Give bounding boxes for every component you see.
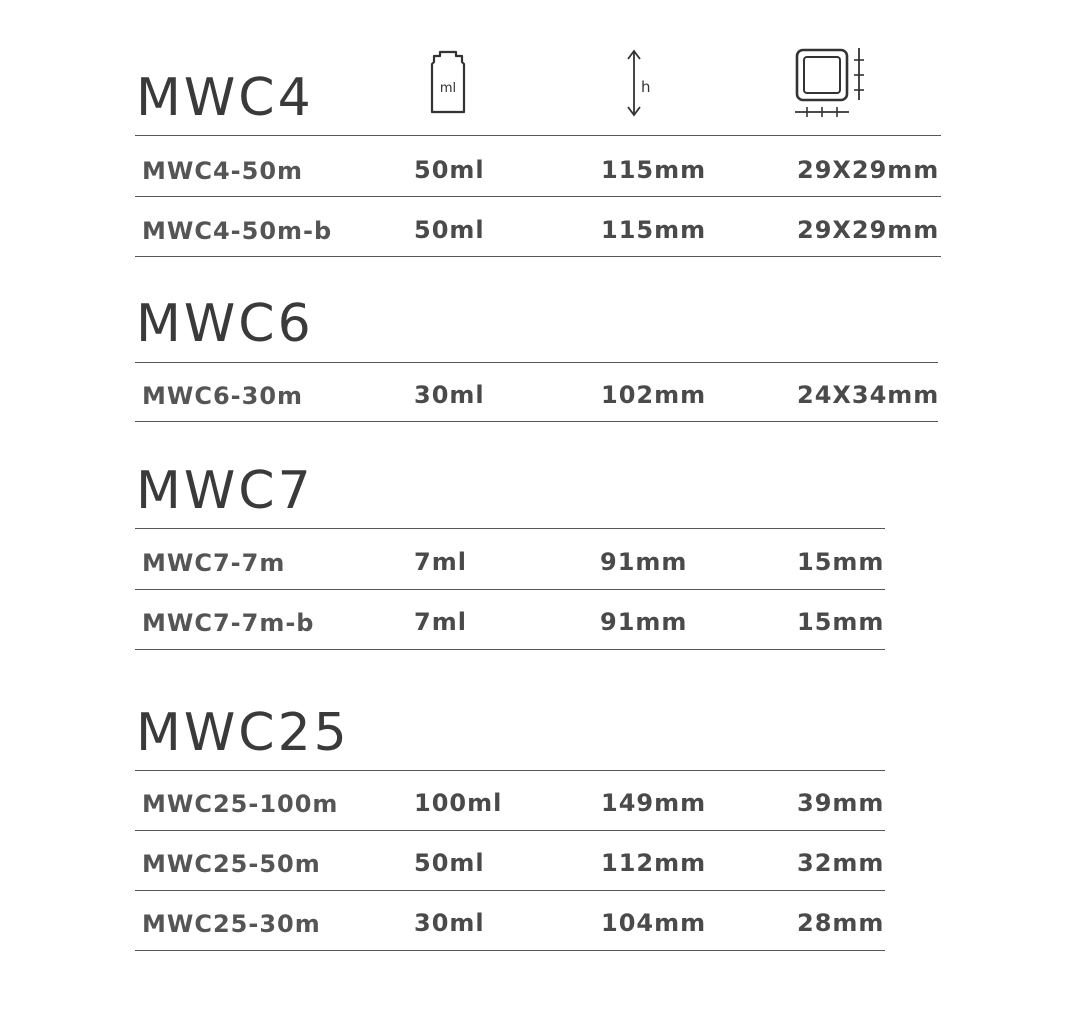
group-divider: [135, 362, 938, 363]
model-cell: MWC4-50m: [142, 157, 304, 185]
height-cell: 104mm: [601, 909, 707, 937]
capacity-cell: 30ml: [414, 381, 485, 409]
group-title: MWC7: [136, 461, 314, 521]
group-divider: [135, 528, 885, 529]
row-divider: [135, 256, 941, 257]
model-cell: MWC7-7m: [142, 549, 286, 577]
size-cell: 39mm: [797, 789, 885, 817]
height-cell: 112mm: [601, 849, 707, 877]
square-dimension-icon: [793, 46, 867, 118]
group-divider: [135, 770, 885, 771]
size-cell: 29X29mm: [797, 156, 940, 184]
row-divider: [135, 589, 885, 590]
model-cell: MWC6-30m: [142, 382, 304, 410]
size-cell: 28mm: [797, 909, 885, 937]
height-cell: 91mm: [600, 608, 688, 636]
row-divider: [135, 421, 938, 422]
group-title: MWC6: [136, 294, 314, 354]
capacity-cell: 100ml: [414, 789, 503, 817]
size-cell: 24X34mm: [797, 381, 940, 409]
row-divider: [135, 890, 885, 891]
bottle-capacity-icon: [428, 50, 468, 116]
height-cell: 115mm: [601, 216, 707, 244]
model-cell: MWC25-50m: [142, 850, 321, 878]
model-cell: MWC25-30m: [142, 910, 321, 938]
height-cell: 149mm: [601, 789, 707, 817]
capacity-cell: 50ml: [414, 216, 485, 244]
capacity-cell: 7ml: [414, 608, 467, 636]
capacity-cell: 50ml: [414, 156, 485, 184]
model-cell: MWC4-50m-b: [142, 217, 333, 245]
capacity-cell: 7ml: [414, 548, 467, 576]
height-cell: 102mm: [601, 381, 707, 409]
row-divider: [135, 649, 885, 650]
size-cell: 32mm: [797, 849, 885, 877]
group-divider: [135, 135, 941, 136]
group-title: MWC25: [136, 703, 350, 763]
size-cell: 15mm: [797, 548, 885, 576]
height-cell: 91mm: [600, 548, 688, 576]
size-cell: 29X29mm: [797, 216, 940, 244]
row-divider: [135, 196, 941, 197]
row-divider: [135, 830, 885, 831]
capacity-icon-label: ml: [439, 81, 457, 96]
size-cell: 15mm: [797, 608, 885, 636]
height-arrow-icon: [624, 48, 664, 120]
model-cell: MWC25-100m: [142, 790, 339, 818]
height-cell: 115mm: [601, 156, 707, 184]
capacity-cell: 30ml: [414, 909, 485, 937]
group-title: MWC4: [136, 68, 314, 128]
row-divider: [135, 950, 885, 951]
height-icon-label: h: [641, 78, 651, 96]
model-cell: MWC7-7m-b: [142, 609, 315, 637]
capacity-cell: 50ml: [414, 849, 485, 877]
